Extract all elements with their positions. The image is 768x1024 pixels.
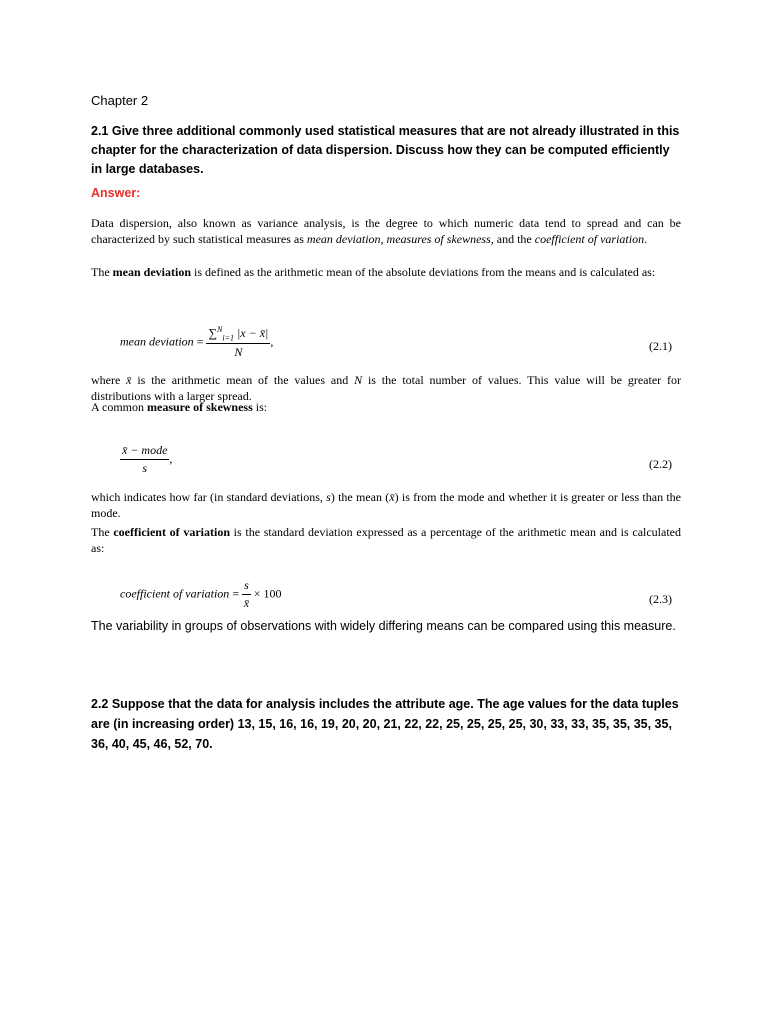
paragraph-variability: The variability in groups of observations with widely differing means can be compared using this measure. xyxy=(91,619,676,633)
skewness-fraction: $\frac{\text{x̄ − mode}}{s}$ xyxy=(122,443,168,475)
question-2-2: 2.2 Suppose that the data for analysis includes the attribute age. The age values for the data tuples are (in increasing order) 13, 15, 16, 16, 19, 20, 20, 21, 22, 22, 25, 25, 25, 25, 30, 33, 33, 35, 35, 35, 35, 36, 40, 45, 46, 52, 70. xyxy=(91,697,679,751)
paragraph-dispersion: Data dispersion, also known as variance analysis, is the degree to which numeric data tend to spread and can be characterized by such statistical measures as mean deviation, measures of skewness, and the coefficient of variation. xyxy=(91,216,681,246)
equation-mean-deviation: mean deviation = $\frac{\sum^N_{i=1} |x - x̄|}{N}$ , (2.1) xyxy=(120,325,672,360)
paragraph-coefficient-variation: The coefficient of variation is the standard deviation expressed as a percentage of the arithmetic mean and is calculated as: xyxy=(91,525,682,555)
chapter-title: Chapter 2 xyxy=(91,93,149,108)
mean-deviation-fraction: $\frac{\sum^N_{i=1} |x - x̄|}{N}$ xyxy=(208,325,269,360)
equation-number-2-3: (2.3) xyxy=(649,592,672,606)
paragraph-skewness-intro: A common measure of skewness is: xyxy=(91,400,268,414)
coefficient-fraction: $\frac{s}{x̄}$ xyxy=(243,578,250,610)
paragraph-mean-deviation: The mean deviation is defined as the arithmetic mean of the absolute deviations from the means and is calculated as: xyxy=(91,265,656,279)
paragraph-skewness-explanation: which indicates how far (in standard deviations, s) the mean (x̄) is from the mode and whether it is greater or less than the mode. xyxy=(91,490,682,520)
question-2-1: 2.1 Give three additional commonly used statistical measures that are not already illustrated in this chapter for the characterization of data dispersion. Discuss how they can be computed efficiently in large databases. xyxy=(91,124,680,176)
equation-coefficient-variation: coefficient of variation = $\frac{s}{x̄}$ × 100 (2.3) xyxy=(120,578,672,610)
answer-label: Answer: xyxy=(91,186,141,200)
equation-number-2-2: (2.2) xyxy=(649,457,672,471)
paragraph-mean-explanation: where x̄ is the arithmetic mean of the values and N is the total number of values. This value will be greater for distributions with a larger spread. xyxy=(91,373,681,403)
equation-skewness: $\frac{\text{x̄ − mode}}{s}$ , (2.2) xyxy=(122,443,672,475)
equation-number-2-1: (2.1) xyxy=(649,339,672,353)
